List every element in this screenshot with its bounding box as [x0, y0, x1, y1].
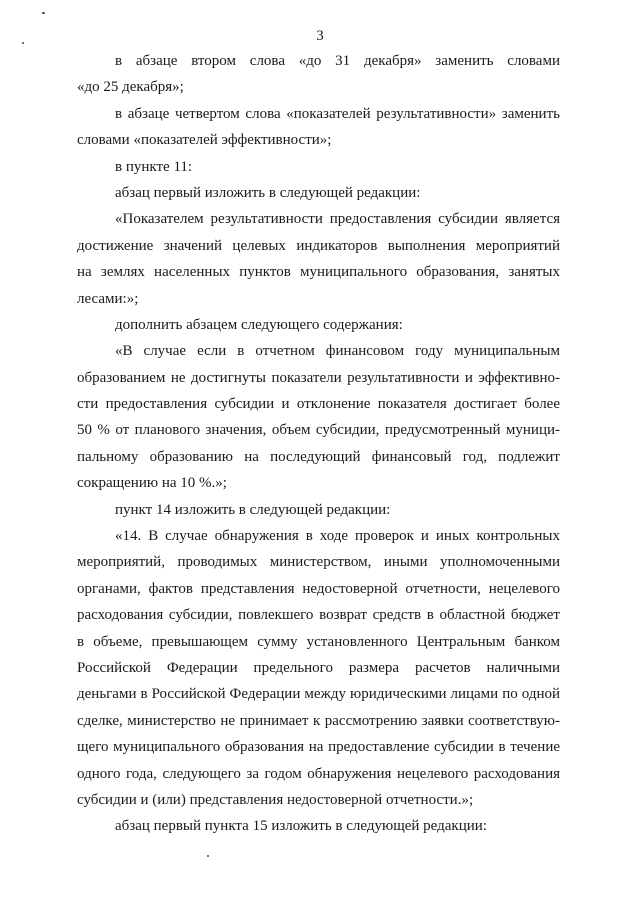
document-body	[77, 48, 560, 840]
text-line: субсидии и (или) представления недостоверной отчетности.»;	[77, 791, 474, 808]
text-line: «Показателем результативности предоставления субсидии является	[115, 211, 560, 228]
text-line: в абзаце четвертом слова «показателей результативности» заменить	[115, 105, 560, 122]
page-number: 3	[316, 28, 324, 44]
text-line: сокращению на 10 %.»;	[77, 475, 227, 492]
text-line: расходования субсидии, повлекшего возврат средств в областной бюджет	[77, 607, 560, 624]
text-line: пальному образованию на последующий финансовый год, подлежит	[77, 448, 560, 465]
text-line: абзац первый изложить в следующей редакции:	[115, 184, 421, 201]
paragraph	[77, 523, 560, 813]
paragraph	[77, 154, 560, 180]
scan-speck	[42, 12, 45, 14]
scan-speck	[207, 855, 209, 857]
paragraph	[77, 312, 560, 338]
text-line: «до 25 декабря»;	[77, 79, 184, 96]
text-line: «14. В случае обнаружения в ходе проверок и иных контрольных	[115, 528, 560, 545]
paragraph	[77, 497, 560, 523]
text-line: на землях населенных пунктов муниципального образования, занятых	[77, 264, 560, 281]
text-line: Российской Федерации предельного размера расчетов наличными	[77, 659, 560, 676]
text-line: пункт 14 изложить в следующей редакции:	[115, 501, 391, 518]
text-line: в абзаце втором слова «до 31 декабря» заменить словами	[115, 53, 560, 69]
text-line: в пункте 11:	[115, 158, 193, 175]
text-line: сделке, министерство не принимает к рассмотрению заявки соответствую-	[77, 712, 560, 729]
paragraph	[77, 180, 560, 206]
text-line: сти предоставления субсидии и отклонение показателя достигает более	[77, 396, 560, 413]
text-line: мероприятий, проводимых министерством, иными уполномоченными	[77, 554, 560, 571]
text-line: деньгами в Российской Федерации между юридическими лицами по одной	[77, 686, 560, 703]
paragraph	[77, 338, 560, 496]
text-line: щего муниципального образования на предоставление субсидии в течение	[77, 739, 560, 756]
text-line: дополнить абзацем следующего содержания:	[115, 316, 403, 333]
text-line: абзац первый пункта 15 изложить в следующей редакции:	[115, 818, 487, 835]
text-line: словами «показателей эффективности»;	[77, 132, 332, 149]
text-line: достижение значений целевых индикаторов выполнения мероприятий	[77, 237, 560, 254]
paragraph	[77, 813, 560, 839]
text-line: лесами:»;	[77, 290, 139, 307]
text-line: «В случае если в отчетном финансовом году муниципальным	[115, 343, 560, 360]
paragraph	[77, 101, 560, 154]
text-line: в объеме, превышающем сумму установленного Центральным банком	[77, 633, 560, 650]
text-line: органами, фактов представления недостоверной отчетности, нецелевого	[77, 580, 560, 597]
text-line: одного года, следующего за годом обнаружения нецелевого расходования	[77, 765, 560, 782]
paragraph	[77, 206, 560, 312]
paragraph	[77, 48, 560, 101]
text-line: 50 % от планового значения, объем субсидии, предусмотренный муници-	[77, 422, 560, 439]
text-line: образованием не достигнуты показатели результативности и эффективно-	[77, 369, 560, 386]
